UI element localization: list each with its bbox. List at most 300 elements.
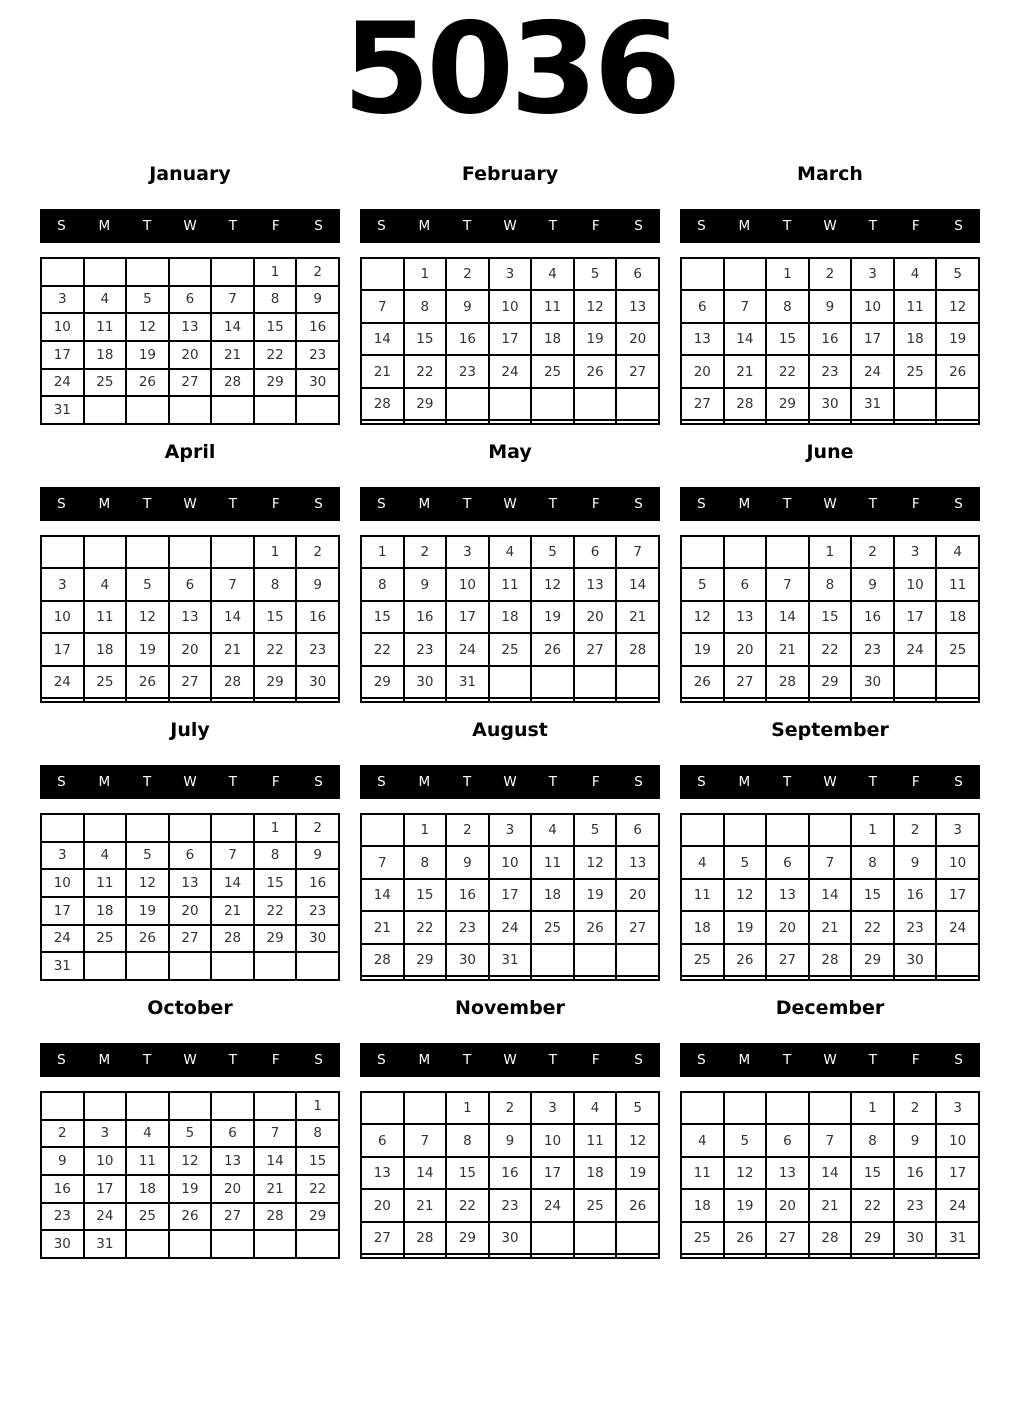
day-cell: 8	[404, 290, 447, 322]
day-cell: 17	[936, 879, 979, 911]
month-block	[40, 996, 340, 1259]
empty-day-cell	[84, 814, 127, 842]
empty-day-cell	[616, 1254, 659, 1258]
week-row	[361, 814, 659, 846]
empty-day-cell	[851, 976, 894, 980]
empty-day-cell	[616, 666, 659, 698]
empty-day-cell	[766, 814, 809, 846]
day-cell: 31	[489, 944, 532, 976]
day-cell: 22	[254, 633, 297, 665]
empty-day-cell	[531, 388, 574, 420]
day-cell: 6	[169, 568, 212, 600]
month-name: October	[147, 997, 233, 1019]
empty-day-cell	[169, 396, 212, 424]
day-cell: 17	[851, 323, 894, 355]
day-cell: 3	[84, 1120, 127, 1148]
week-row	[361, 258, 659, 290]
day-cell: 12	[574, 846, 617, 878]
empty-day-cell	[616, 420, 659, 424]
day-cell: 27	[766, 944, 809, 976]
empty-day-cell	[211, 1092, 254, 1120]
empty-day-cell	[936, 420, 979, 424]
weekday-label: S	[57, 774, 66, 790]
day-cell: 16	[446, 879, 489, 911]
day-cell: 20	[169, 341, 212, 369]
empty-day-cell	[361, 698, 404, 702]
day-cell: 8	[404, 846, 447, 878]
empty-day-cell	[404, 976, 447, 980]
day-cell: 22	[254, 897, 297, 925]
empty-day-cell	[936, 698, 979, 702]
day-cell: 10	[41, 601, 84, 633]
day-cell: 1	[254, 536, 297, 568]
empty-day-cell	[766, 420, 809, 424]
empty-day-cell	[41, 536, 84, 568]
month-grid	[360, 1091, 660, 1259]
day-cell: 30	[446, 944, 489, 976]
weekday-label: M	[418, 1052, 431, 1068]
day-cell: 3	[531, 1092, 574, 1124]
day-cell: 16	[894, 879, 937, 911]
day-cell: 8	[851, 1124, 894, 1156]
weekday-label: F	[591, 774, 600, 790]
day-cell: 26	[126, 925, 169, 953]
month-block	[680, 718, 980, 981]
weekday-label: S	[57, 496, 66, 512]
day-cell: 8	[254, 286, 297, 314]
day-cell: 16	[41, 1175, 84, 1203]
empty-day-cell	[404, 698, 447, 702]
day-cell: 4	[531, 258, 574, 290]
weekday-label: W	[183, 218, 197, 234]
week-row	[361, 1092, 659, 1124]
empty-day-cell	[531, 1254, 574, 1258]
weekday-label: T	[463, 496, 472, 512]
day-cell: 5	[681, 568, 724, 600]
day-cell: 16	[489, 1157, 532, 1189]
day-cell: 11	[84, 601, 127, 633]
day-cell: 11	[681, 1157, 724, 1189]
weekday-label: F	[271, 774, 280, 790]
day-cell: 11	[681, 879, 724, 911]
day-cell: 18	[531, 323, 574, 355]
weekday-header-bar	[680, 487, 980, 521]
day-cell: 17	[489, 323, 532, 355]
empty-day-cell	[766, 698, 809, 702]
day-cell: 23	[851, 633, 894, 665]
empty-day-cell	[126, 814, 169, 842]
weekday-label: W	[503, 496, 517, 512]
weekday-label: T	[548, 218, 557, 234]
weekday-label: W	[503, 1052, 517, 1068]
day-cell: 18	[936, 601, 979, 633]
empty-day-cell	[531, 1222, 574, 1254]
empty-day-cell	[126, 536, 169, 568]
empty-day-cell	[531, 666, 574, 698]
weekday-label: T	[868, 218, 877, 234]
empty-day-cell	[894, 1254, 937, 1258]
day-cell: 16	[809, 323, 852, 355]
day-cell: 7	[809, 1124, 852, 1156]
day-cell: 20	[766, 911, 809, 943]
weekday-label: M	[738, 774, 751, 790]
empty-day-cell	[616, 944, 659, 976]
day-cell: 13	[766, 1157, 809, 1189]
weekday-label: S	[377, 1052, 386, 1068]
empty-day-cell	[126, 952, 169, 980]
week-row	[681, 388, 979, 420]
week-row	[41, 1092, 339, 1120]
weekday-label: S	[634, 1052, 643, 1068]
week-row	[41, 952, 339, 980]
day-cell: 27	[169, 925, 212, 953]
month-grid	[40, 1091, 340, 1259]
month-grid	[680, 1091, 980, 1259]
day-cell: 20	[169, 633, 212, 665]
day-cell: 9	[404, 568, 447, 600]
weekday-label: T	[783, 1052, 792, 1068]
empty-day-cell	[84, 258, 127, 286]
day-cell: 31	[41, 396, 84, 424]
empty-day-cell	[41, 1092, 84, 1120]
day-cell: 17	[531, 1157, 574, 1189]
day-cell: 29	[809, 666, 852, 698]
empty-day-cell	[254, 396, 297, 424]
empty-day-cell	[361, 1254, 404, 1258]
empty-day-cell	[41, 814, 84, 842]
day-cell: 11	[574, 1124, 617, 1156]
weekday-label: T	[463, 774, 472, 790]
empty-day-cell	[84, 396, 127, 424]
empty-day-cell	[681, 976, 724, 980]
empty-day-cell	[809, 1092, 852, 1124]
empty-day-cell	[211, 814, 254, 842]
day-cell: 17	[936, 1157, 979, 1189]
day-cell: 14	[211, 601, 254, 633]
weekday-label: T	[783, 218, 792, 234]
day-cell: 18	[84, 897, 127, 925]
day-cell: 23	[296, 897, 339, 925]
weekday-label: F	[911, 496, 920, 512]
day-cell: 26	[126, 369, 169, 397]
empty-day-cell	[894, 976, 937, 980]
empty-day-cell	[574, 420, 617, 424]
week-row	[41, 568, 339, 600]
day-cell: 10	[41, 869, 84, 897]
weekday-header-bar	[360, 209, 660, 243]
day-cell: 12	[681, 601, 724, 633]
day-cell: 25	[681, 944, 724, 976]
day-cell: 21	[809, 1189, 852, 1221]
day-cell: 25	[574, 1189, 617, 1221]
week-row	[681, 258, 979, 290]
day-cell: 11	[84, 313, 127, 341]
weekday-label: W	[823, 1052, 837, 1068]
weekday-label: T	[548, 774, 557, 790]
day-cell: 5	[936, 258, 979, 290]
day-cell: 17	[41, 633, 84, 665]
weekday-label: M	[98, 218, 111, 234]
day-cell: 18	[894, 323, 937, 355]
week-row	[361, 1124, 659, 1156]
week-row	[361, 944, 659, 976]
empty-day-cell	[531, 944, 574, 976]
empty-day-cell	[574, 1222, 617, 1254]
week-row	[681, 355, 979, 387]
day-cell: 29	[404, 944, 447, 976]
empty-day-cell	[851, 1254, 894, 1258]
day-cell: 15	[254, 313, 297, 341]
day-cell: 19	[126, 897, 169, 925]
day-cell: 5	[616, 1092, 659, 1124]
day-cell: 23	[41, 1203, 84, 1231]
day-cell: 31	[936, 1222, 979, 1254]
weekday-label: T	[143, 496, 152, 512]
day-cell: 20	[681, 355, 724, 387]
day-cell: 28	[211, 666, 254, 698]
empty-day-cell	[169, 536, 212, 568]
day-cell: 9	[296, 286, 339, 314]
weekday-header-bar	[40, 765, 340, 799]
weekday-label: T	[463, 1052, 472, 1068]
empty-day-cell	[211, 952, 254, 980]
week-row	[361, 1189, 659, 1221]
weekday-label: M	[738, 218, 751, 234]
weekday-label: W	[503, 218, 517, 234]
day-cell: 24	[531, 1189, 574, 1221]
day-cell: 3	[936, 1092, 979, 1124]
day-cell: 2	[296, 258, 339, 286]
day-cell: 18	[681, 1189, 724, 1221]
day-cell: 18	[126, 1175, 169, 1203]
day-cell: 21	[361, 911, 404, 943]
day-cell: 12	[126, 313, 169, 341]
day-cell: 26	[724, 944, 767, 976]
day-cell: 21	[361, 355, 404, 387]
day-cell: 1	[254, 258, 297, 286]
empty-day-cell	[126, 396, 169, 424]
day-cell: 2	[446, 814, 489, 846]
day-cell: 26	[574, 911, 617, 943]
day-cell: 17	[84, 1175, 127, 1203]
day-cell: 12	[936, 290, 979, 322]
day-cell: 25	[84, 369, 127, 397]
week-row	[681, 698, 979, 702]
month-name: December	[775, 997, 885, 1019]
empty-day-cell	[361, 258, 404, 290]
empty-day-cell	[489, 976, 532, 980]
day-cell: 3	[894, 536, 937, 568]
week-row	[41, 313, 339, 341]
empty-day-cell	[41, 698, 84, 702]
day-cell: 20	[574, 601, 617, 633]
empty-day-cell	[766, 1092, 809, 1124]
day-cell: 26	[126, 666, 169, 698]
empty-day-cell	[574, 666, 617, 698]
empty-day-cell	[851, 420, 894, 424]
day-cell: 10	[41, 313, 84, 341]
empty-day-cell	[616, 976, 659, 980]
day-cell: 3	[851, 258, 894, 290]
month-name: April	[164, 441, 216, 463]
day-cell: 2	[446, 258, 489, 290]
empty-day-cell	[574, 388, 617, 420]
day-cell: 19	[724, 911, 767, 943]
day-cell: 24	[936, 911, 979, 943]
day-cell: 25	[936, 633, 979, 665]
day-cell: 21	[404, 1189, 447, 1221]
day-cell: 28	[809, 1222, 852, 1254]
day-cell: 6	[211, 1120, 254, 1148]
day-cell: 7	[211, 842, 254, 870]
empty-day-cell	[894, 388, 937, 420]
day-cell: 22	[446, 1189, 489, 1221]
week-row	[681, 666, 979, 698]
weekday-label: M	[418, 218, 431, 234]
empty-day-cell	[616, 698, 659, 702]
day-cell: 19	[574, 323, 617, 355]
week-row	[361, 355, 659, 387]
day-cell: 22	[851, 1189, 894, 1221]
day-cell: 7	[809, 846, 852, 878]
month-grid	[40, 257, 340, 425]
day-cell: 4	[894, 258, 937, 290]
empty-day-cell	[126, 258, 169, 286]
day-cell: 12	[724, 879, 767, 911]
day-cell: 2	[851, 536, 894, 568]
day-cell: 15	[296, 1147, 339, 1175]
day-cell: 21	[211, 633, 254, 665]
day-cell: 23	[894, 911, 937, 943]
weekday-label: T	[548, 496, 557, 512]
day-cell: 23	[404, 633, 447, 665]
day-cell: 14	[809, 1157, 852, 1189]
month-grid	[360, 257, 660, 425]
week-row	[681, 601, 979, 633]
empty-day-cell	[211, 1230, 254, 1258]
day-cell: 12	[126, 869, 169, 897]
empty-day-cell	[681, 536, 724, 568]
day-cell: 7	[211, 286, 254, 314]
empty-day-cell	[254, 1230, 297, 1258]
weekday-label: S	[634, 496, 643, 512]
week-row	[681, 323, 979, 355]
day-cell: 22	[404, 911, 447, 943]
weekday-header-bar	[40, 209, 340, 243]
empty-day-cell	[361, 420, 404, 424]
month-grid	[680, 535, 980, 703]
day-cell: 16	[404, 601, 447, 633]
week-row	[41, 814, 339, 842]
week-row	[681, 536, 979, 568]
day-cell: 5	[126, 568, 169, 600]
day-cell: 10	[446, 568, 489, 600]
day-cell: 1	[446, 1092, 489, 1124]
empty-day-cell	[724, 536, 767, 568]
day-cell: 24	[41, 925, 84, 953]
weekday-label: M	[98, 1052, 111, 1068]
day-cell: 19	[531, 601, 574, 633]
week-row	[681, 1124, 979, 1156]
week-row	[41, 925, 339, 953]
day-cell: 1	[296, 1092, 339, 1120]
day-cell: 24	[851, 355, 894, 387]
weekday-label: M	[738, 1052, 751, 1068]
day-cell: 28	[211, 369, 254, 397]
week-row	[361, 666, 659, 698]
day-cell: 23	[894, 1189, 937, 1221]
empty-day-cell	[574, 1254, 617, 1258]
day-cell: 17	[41, 341, 84, 369]
day-cell: 10	[894, 568, 937, 600]
week-row	[41, 536, 339, 568]
day-cell: 23	[489, 1189, 532, 1221]
day-cell: 28	[724, 388, 767, 420]
day-cell: 15	[809, 601, 852, 633]
day-cell: 19	[936, 323, 979, 355]
weekday-label: W	[183, 774, 197, 790]
day-cell: 28	[404, 1222, 447, 1254]
month-block	[360, 996, 660, 1259]
week-row	[361, 420, 659, 424]
day-cell: 16	[296, 601, 339, 633]
day-cell: 13	[766, 879, 809, 911]
day-cell: 28	[809, 944, 852, 976]
week-row	[361, 976, 659, 980]
month-name: August	[472, 719, 548, 741]
day-cell: 1	[809, 536, 852, 568]
day-cell: 17	[894, 601, 937, 633]
week-row	[681, 879, 979, 911]
day-cell: 22	[766, 355, 809, 387]
day-cell: 22	[404, 355, 447, 387]
week-row	[41, 666, 339, 698]
day-cell: 23	[446, 355, 489, 387]
empty-day-cell	[724, 698, 767, 702]
week-row	[681, 633, 979, 665]
empty-day-cell	[169, 1092, 212, 1120]
day-cell: 13	[616, 846, 659, 878]
day-cell: 20	[361, 1189, 404, 1221]
day-cell: 13	[616, 290, 659, 322]
empty-day-cell	[724, 1254, 767, 1258]
weekday-label: T	[228, 774, 237, 790]
month-grid	[360, 813, 660, 981]
month-name: January	[149, 163, 231, 185]
month-name: July	[170, 719, 210, 741]
weekday-label: F	[271, 1052, 280, 1068]
day-cell: 3	[446, 536, 489, 568]
day-cell: 27	[574, 633, 617, 665]
day-cell: 24	[894, 633, 937, 665]
empty-day-cell	[254, 698, 297, 702]
day-cell: 15	[404, 323, 447, 355]
week-row	[361, 290, 659, 322]
empty-day-cell	[254, 952, 297, 980]
weekday-label: S	[314, 1052, 323, 1068]
week-row	[41, 897, 339, 925]
day-cell: 12	[126, 601, 169, 633]
week-row	[41, 1203, 339, 1231]
empty-day-cell	[681, 814, 724, 846]
day-cell: 13	[361, 1157, 404, 1189]
month-block	[360, 162, 660, 425]
empty-day-cell	[489, 420, 532, 424]
month-name: September	[771, 719, 889, 741]
weekday-label: W	[503, 774, 517, 790]
day-cell: 19	[126, 633, 169, 665]
month-block	[40, 440, 340, 703]
